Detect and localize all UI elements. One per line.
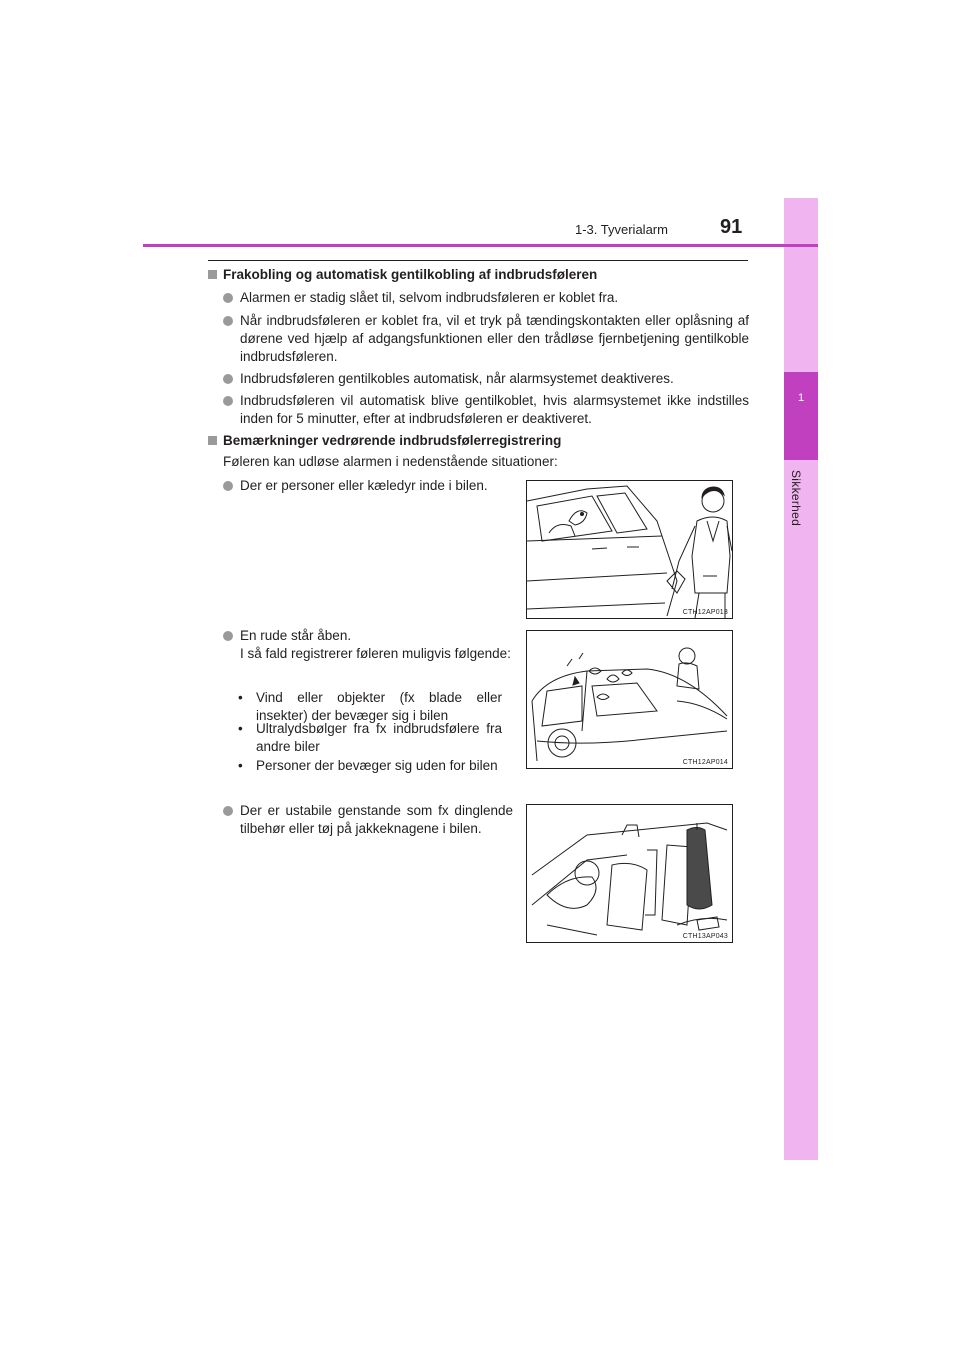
sub-item-text: Personer der bevæger sig uden for bilen: [256, 758, 498, 773]
bullet-item: [223, 289, 749, 307]
bullet-item: [223, 370, 749, 388]
bullet-dot-icon: [223, 481, 233, 491]
illustration-pet-in-car: [526, 480, 733, 619]
bullet-text-continued: I så fald registrerer føleren muligvis følgende:: [240, 646, 511, 661]
chapter-title: Sikkerhed: [789, 470, 803, 527]
section-heading: [208, 267, 597, 282]
bullet-dot-icon: [223, 293, 233, 303]
sub-list-item: • Personer der bevæger sig uden for bilen: [246, 757, 502, 775]
bullet-dot-icon: [223, 374, 233, 384]
chapter-number: 1: [797, 392, 805, 404]
bullet-dot-icon: [223, 396, 233, 406]
bullet-text: Indbrudsføleren gentilkobles automatisk, når alarmsystemet deaktiveres.: [240, 371, 674, 386]
section-title: Bemærkninger vedrørende indbrudsfølerregistrering: [223, 433, 562, 448]
bullet-text: Der er personer eller kæledyr inde i bilen.: [240, 478, 488, 493]
chapter-side-tab: [784, 198, 818, 1160]
bullet-dot-icon: [223, 631, 233, 641]
section-title: Frakobling og automatisk gentilkobling af indbrudsføleren: [223, 267, 598, 282]
section-header: 1-3. Tyverialarm: [575, 222, 668, 237]
sub-item-text: Vind eller objekter (fx blade eller insekter) der bevæger sig i bilen: [256, 690, 502, 723]
bullet-dot-icon: [223, 806, 233, 816]
figure-caption: CTH13AP043: [682, 933, 728, 940]
bullet-text: Når indbrudsføleren er koblet fra, vil et tryk på tændingskontakten eller oplåsning af dørene ved hjælp af adgangsfunktionen eller den trådløse fjernbetjening gentilkoble indbrudsføleren.: [240, 313, 749, 364]
bullet-text: En rude står åben.: [240, 628, 352, 643]
bullet-text: Alarmen er stadig slået til, selvom indbrudsføleren er koblet fra.: [240, 290, 619, 305]
section-heading: [208, 433, 561, 448]
sub-list-item: • Ultralydsbølger fra fx indbrudsfølere fra andre biler: [238, 721, 502, 754]
figure-caption: CTH12AP013: [682, 609, 728, 616]
sub-list-item: • Vind eller objekter (fx blade eller insekter) der bevæger sig i bilen: [238, 690, 502, 723]
illustration-open-window: [526, 630, 733, 769]
illustration-car-interior: [526, 804, 733, 943]
content-rule: [208, 260, 748, 261]
sub-item-text: Ultralydsbølger fra fx indbrudsfølere fra andre biler: [256, 721, 502, 754]
header-rule: [143, 244, 818, 247]
square-bullet-icon: [208, 436, 217, 445]
section-intro: Føleren kan udløse alarmen i nedenstående situationer:: [223, 454, 558, 469]
square-bullet-icon: [208, 270, 217, 279]
page-number: 91: [720, 216, 743, 238]
bullet-item: [223, 392, 749, 428]
bullet-item: [223, 627, 513, 663]
bullet-item: [223, 477, 513, 495]
chapter-tab-active[interactable]: [784, 372, 818, 460]
bullet-text: Indbrudsføleren vil automatisk blive gentilkoblet, hvis alarmsystemet ikke indstilles inden for 5 minutter, efter at indbrudsføleren er deaktiveret.: [240, 393, 749, 426]
bullet-dot-icon: [223, 316, 233, 326]
figure-caption: CTH12AP014: [682, 759, 728, 766]
bullet-item: [223, 802, 513, 838]
bullet-text: Der er ustabile genstande som fx dinglende tilbehør eller tøj på jakkeknagene i bilen.: [240, 803, 513, 836]
bullet-item: [223, 312, 749, 366]
